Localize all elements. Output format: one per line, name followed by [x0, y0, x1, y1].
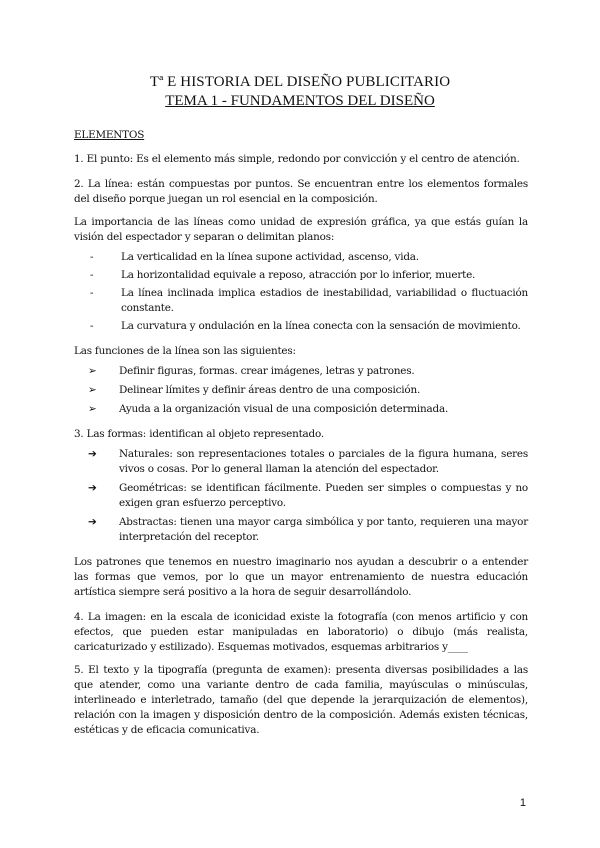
- dash-bullet: -: [90, 251, 94, 263]
- list-item: ➔ Abstractas: tienen una mayor carga simbólica y por tanto, requieren una mayor interpretación del receptor.: [88, 516, 528, 543]
- list-item: ➔ Naturales: son representaciones totales o parciales de la figura humana, seres vivos o cosas. Por lo general llaman la atención del espectador.: [88, 448, 528, 475]
- right-arrow-bullet-icon: ➔: [88, 516, 97, 528]
- list-item: - La horizontalidad equivale a reposo, atracción por lo inferior, muerte.: [90, 269, 476, 281]
- paragraph-linea: 2. La línea: están compuestas por puntos. Se encuentran entre los elementos formales del diseño porque juegan un rol esencial en la composición.: [74, 178, 528, 205]
- paragraph-patrones: Los patrones que tenemos en nuestro imaginario nos ayudan a descubrir o a entender las formas que vemos, por lo que un mayor entrenamiento de nuestra educación artística siempre será positivo a la hora de seguir desarrollándolo.: [74, 556, 528, 598]
- dash-bullet: -: [90, 287, 94, 299]
- document-body: [74, 128, 528, 738]
- arrowhead-bullet-icon: ➢: [88, 365, 97, 377]
- paragraph-funciones: Las funciones de la línea son las siguientes:: [74, 345, 296, 357]
- right-arrow-bullet-icon: ➔: [88, 448, 97, 460]
- page-number: 1: [519, 797, 526, 809]
- arrowhead-bullet-icon: ➢: [88, 384, 97, 396]
- list-item: - La curvatura y ondulación en la línea conecta con la sensación de movimiento.: [90, 320, 521, 332]
- right-arrow-list: [88, 447, 528, 545]
- right-arrow-bullet-icon: ➔: [88, 482, 97, 494]
- list-item: - La línea inclinada implica estadios de inestabilidad, variabilidad o fluctuación constante.: [90, 287, 528, 314]
- dash-bullet: -: [90, 269, 94, 281]
- paragraph-punto: 1. El punto: Es el elemento más simple, redondo por convicción y el centro de atención.: [74, 153, 520, 165]
- dash-list: [90, 250, 528, 334]
- list-item: ➢ Definir figuras, formas. crear imágenes, letras y patrones.: [88, 365, 415, 377]
- paragraph-texto-tipografia: 5. El texto y la tipografía (pregunta de examen): presenta diversas posibilidades a las que atender, como una variante dentro de cada familia, mayúsculas o minúsculas, interlineado e interletrado, tamaño (del que depende la jerarquización de elementos), relación con la imagen y disposición dentro de la composición. Además existen técnicas, estéticas y de eficacia comunicativa.: [74, 664, 528, 736]
- header: [0, 73, 600, 111]
- list-item: ➔ Geométricas: se identifican fácilmente. Pueden ser simples o compuestas y no exigen gran esfuerzo perceptivo.: [88, 482, 528, 509]
- paragraph-formas: 3. Las formas: identifican al objeto representado.: [74, 428, 324, 440]
- document-title: Tª E HISTORIA DEL DISEÑO PUBLICITARIO: [149, 74, 451, 90]
- list-item: - La verticalidad en la línea supone actividad, ascenso, vida.: [90, 251, 419, 263]
- arrow-list: [88, 364, 528, 417]
- list-item: ➢ Ayuda a la organización visual de una composición determinada.: [88, 403, 449, 415]
- document-subtitle: TEMA 1 - FUNDAMENTOS DEL DISEÑO: [165, 93, 435, 109]
- list-item: ➢ Delinear límites y definir áreas dentro de una composición.: [88, 384, 421, 396]
- paragraph-importancia: La importancia de las líneas como unidad de expresión gráfica, ya que estás guían la visión del espectador y separan o delimitan planos:: [74, 216, 528, 243]
- section-heading: ELEMENTOS: [74, 129, 145, 141]
- paragraph-imagen: 4. La imagen: en la escala de iconicidad existe la fotografía (con menos artificio y con efectos, que pueden estar manipuladas en laboratorio) o dibujo (más realista, caricaturizado y estilizado). Esquemas motivados, esquemas arbitrarios y____: [74, 611, 528, 653]
- arrowhead-bullet-icon: ➢: [88, 403, 97, 415]
- dash-bullet: -: [90, 320, 94, 332]
